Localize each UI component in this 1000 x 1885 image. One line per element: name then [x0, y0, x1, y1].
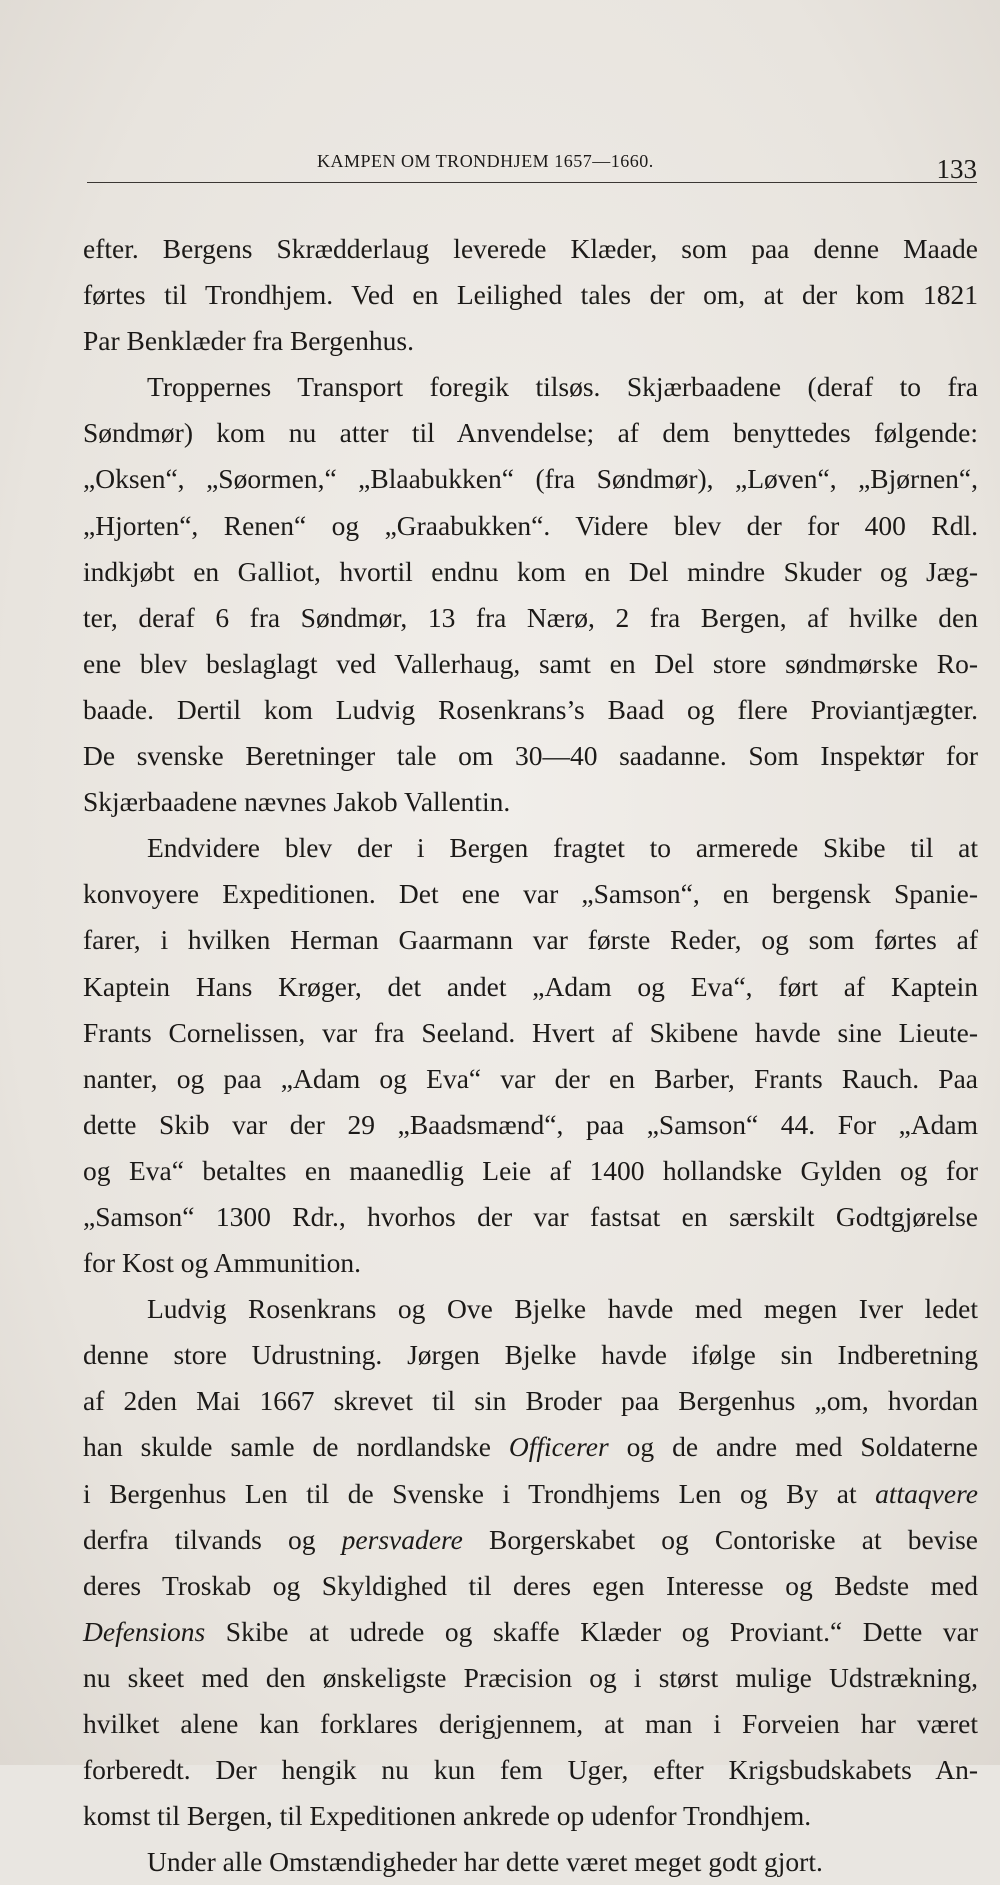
text-line: indkjøbt en Galliot, hvortil endnu kom en Del mindre Skuder og Jæg- — [83, 555, 978, 587]
text-line: hvilket alene kan forklares derigjennem, at man i Forveien har været — [83, 1708, 978, 1739]
text-line: nanter, og paa „Adam og Eva“ var der en Barber, Frants Rauch. Paa — [83, 1062, 978, 1094]
text-line: forberedt. Der hengik nu kun fem Uger, efter Krigsbudskabets An- — [83, 1754, 978, 1786]
text-line: Under alle Omstændigheder har dette været meget godt gjort. — [147, 1846, 823, 1878]
text-line: førtes til Trondhjem. Ved en Leilighed tales der om, at der kom 1821 — [83, 279, 978, 311]
text-line: „Oksen“, „Søormen,“ „Blaabukken“ (fra Søndmør), „Løven“, „Bjørnen“, — [83, 463, 978, 495]
text-line: Skjærbaadene nævnes Jakob Vallentin. — [83, 786, 511, 818]
text-line: baade. Dertil kom Ludvig Rosenkrans’s Baad og flere Proviantjægter. — [83, 693, 978, 725]
text-line-with-italic: i Bergenhus Len til de Svenske i Trondhjems Len og By at attaqvere — [83, 1477, 978, 1509]
italic-word: persvadere — [341, 1523, 463, 1555]
italic-word: Officerer — [508, 1431, 609, 1463]
body-text — [83, 226, 978, 1885]
running-title: KAMPEN OM TRONDHJEM 1657—1660. — [317, 151, 654, 171]
text-line: Ludvig Rosenkrans og Ove Bjelke havde med megen Iver ledet — [147, 1293, 978, 1325]
text-line: De svenske Beretninger tale om 30—40 saadanne. Som Inspektør for — [83, 740, 978, 772]
text-line: Kaptein Hans Krøger, det andet „Adam og Eva“, ført af Kaptein — [83, 970, 978, 1002]
text-line: efter. Bergens Skrædderlaug leverede Klæder, som paa denne Maade — [83, 233, 978, 264]
text-line: ene blev beslaglagt ved Vallerhaug, samt en Del store søndmørske Ro- — [83, 647, 978, 679]
italic-word: attaqvere — [875, 1477, 978, 1509]
text-line-with-italic: derfra tilvands og persvadere Borgerskabet og Contoriske at bevise — [83, 1523, 978, 1555]
text-line: ter, deraf 6 fra Søndmør, 13 fra Nærø, 2 fra Bergen, af hvilke den — [83, 601, 978, 633]
text-line: Frants Cornelissen, var fra Seeland. Hvert af Skibene havde sine Lieute- — [83, 1016, 978, 1048]
text-line: deres Troskab og Skyldighed til deres egen Interesse og Bedste med — [83, 1569, 978, 1601]
text-line: for Kost og Ammunition. — [83, 1247, 362, 1279]
text-line: dette Skib var der 29 „Baadsmænd“, paa „Samson“ 44. For „Adam — [83, 1108, 978, 1140]
text-line: Endvidere blev der i Bergen fragtet to armerede Skibe til at — [147, 832, 978, 864]
text-line: nu skeet med den ønskeligste Præcision og i størst mulige Udstrækning, — [83, 1661, 978, 1693]
text-line: og Eva“ betaltes en maanedlig Leie af 1400 hollandske Gylden og for — [83, 1154, 978, 1186]
text-line-with-italic: Defensions Skibe at udrede og skaffe Klæder og Proviant.“ Dette var — [83, 1615, 978, 1647]
text-line: Søndmør) kom nu atter til Anvendelse; af dem benyttedes følgende: — [83, 417, 978, 449]
running-head — [87, 146, 977, 183]
text-line-with-italic: han skulde samle de nordlandske Officerer og de andre med Soldaterne — [83, 1431, 978, 1463]
italic-word: Defensions — [83, 1615, 206, 1647]
page-number: 133 — [936, 154, 977, 184]
text-line: Troppernes Transport foregik tilsøs. Skjærbaadene (deraf to fra — [147, 371, 978, 403]
text-line: af 2den Mai 1667 skrevet til sin Broder paa Bergenhus „om, hvordan — [83, 1385, 978, 1417]
text-line: konvoyere Expeditionen. Det ene var „Samson“, en bergensk Spanie- — [83, 878, 978, 910]
text-line: Par Benklæder fra Bergenhus. — [83, 325, 414, 357]
text-line: „Samson“ 1300 Rdr., hvorhos der var fastsat en særskilt Godtgjørelse — [83, 1200, 978, 1232]
text-line: „Hjorten“, Renen“ og „Graabukken“. Videre blev der for 400 Rdl. — [83, 509, 978, 541]
text-line: denne store Udrustning. Jørgen Bjelke havde ifølge sin Indberetning — [83, 1339, 978, 1371]
text-line: komst til Bergen, til Expeditionen ankrede op udenfor Trondhjem. — [83, 1800, 812, 1832]
text-line: farer, i hvilken Herman Gaarmann var første Reder, og som førtes af — [83, 924, 978, 956]
